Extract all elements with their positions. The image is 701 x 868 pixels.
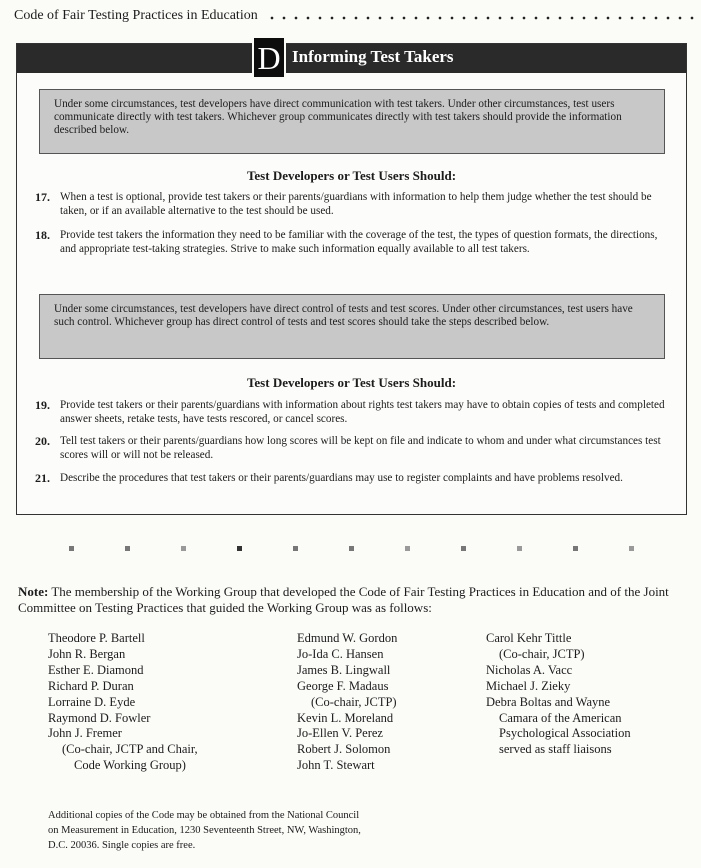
bullet-dot [125, 546, 130, 551]
bullet-dot [629, 546, 634, 551]
members-column-1 [48, 631, 198, 774]
section-d-frame [16, 40, 687, 515]
membership-note [18, 584, 694, 616]
item-number: 17. [35, 190, 50, 204]
member-name: Carol Kehr Tittle [486, 631, 572, 645]
member-name: George F. Madaus [297, 678, 389, 693]
list-item [35, 472, 665, 486]
copies-footer: Additional copies of the Code may be obtained from the National Council on Measurement in Education, 1230 Seventeenth Street, NW, Washington, D.C. 20036. Single copies are free. [48, 810, 361, 851]
member-name: Camara of the American [499, 710, 622, 725]
item-text: Tell test takers or their parents/guardians how long scores will be kept on file and indicate to whom and under what circumstances test scores will or will not be released. [60, 435, 661, 461]
members-column-2 [297, 631, 397, 774]
member-name: Raymond D. Fowler [48, 710, 151, 725]
item-text: When a test is optional, provide test takers or their parents/guardians with information to help them judge whether the test should be taken, or if an available alternative to the test should be used. [60, 191, 652, 217]
list-item [35, 435, 665, 462]
note-label: Note: [18, 584, 49, 599]
members-column-3 [486, 631, 631, 758]
member-role: (Co-chair, JCTP) [499, 646, 585, 661]
intro-box-control: Under some circumstances, test developers have direct control of tests and test scores. Under other circumstances, test users have such control. Whichever group has direct control of tests and test scores should take the steps described below. [39, 294, 665, 359]
bullet-dot [517, 546, 522, 551]
member-role: served as staff liaisons [499, 742, 612, 757]
decorative-bullet-row [0, 546, 701, 554]
item-number: 20. [35, 434, 50, 448]
member-name: Jo-Ida C. Hansen [297, 646, 384, 661]
header-title: Code of Fair Testing Practices in Education [14, 8, 258, 23]
subheading-2: Test Developers or Test Users Should: [246, 375, 457, 390]
member-role: Code Working Group) [74, 758, 186, 773]
bullet-dot [461, 546, 466, 551]
section-letter-badge: D [252, 36, 286, 79]
list-item [35, 229, 665, 256]
member-role: (Co-chair, JCTP and Chair, [62, 742, 198, 757]
list-item [35, 191, 665, 218]
member-name: Edmund W. Gordon [297, 631, 398, 645]
item-text: Provide test takers or their parents/guardians with information about rights test takers may have to obtain copies of tests and completed answer sheets, retake tests, have tests rescored, or cancel scores. [60, 399, 665, 425]
member-name: Robert J. Solomon [297, 742, 391, 757]
item-number: 19. [35, 398, 50, 412]
bullet-dot [293, 546, 298, 551]
member-name: Richard P. Duran [48, 678, 134, 693]
member-name: John R. Bergan [48, 646, 126, 661]
member-role: (Co-chair, JCTP) [311, 694, 397, 709]
bullet-dot [573, 546, 578, 551]
bullet-dot [237, 546, 242, 551]
item-text: Provide test takers the information they need to be familiar with the coverage of the test, the types of question formats, the directions, and appropriate test-taking strategies. Strive to make such information equally available to all test takers. [60, 229, 658, 255]
member-name: Kevin L. Moreland [297, 710, 394, 725]
member-name: John J. Fremer [48, 726, 122, 741]
member-name: Jo-Ellen V. Perez [297, 726, 383, 741]
subheading-1: Test Developers or Test Users Should: [246, 168, 457, 183]
member-name: Esther E. Diamond [48, 662, 144, 677]
member-name: Lorraine D. Eyde [48, 694, 136, 709]
bullet-dot [405, 546, 410, 551]
bullet-dot [69, 546, 74, 551]
item-number: 18. [35, 228, 50, 242]
section-title: Informing Test Takers [292, 47, 454, 66]
member-name: James B. Lingwall [297, 662, 391, 677]
item-number: 21. [35, 471, 50, 485]
note-text: The membership of the Working Group that developed the Code of Fair Testing Practices in Education and of the Joint Committee on Testing Practices that guided the Working Group was as follows: [18, 584, 669, 615]
member-name: Michael J. Zieky [486, 678, 571, 693]
dot-leader [266, 16, 694, 20]
running-header [14, 6, 694, 26]
member-role: Psychological Association [499, 726, 631, 741]
member-name: John T. Stewart [297, 758, 375, 773]
bullet-dot [181, 546, 186, 551]
list-item [35, 399, 665, 426]
intro-box-communication: Under some circumstances, test developers have direct communication with test takers. Under other circumstances, test users communicate directly with test takers. Whichever group communicates directly with test takers should provide the information described below. [39, 89, 665, 154]
member-name: Theodore P. Bartell [48, 631, 145, 645]
member-name: Debra Boltas and Wayne [486, 694, 611, 709]
member-name: Nicholas A. Vacc [486, 662, 573, 677]
bullet-dot [349, 546, 354, 551]
item-text: Describe the procedures that test takers or their parents/guardians may use to register complaints and have problems resolved. [60, 472, 623, 484]
